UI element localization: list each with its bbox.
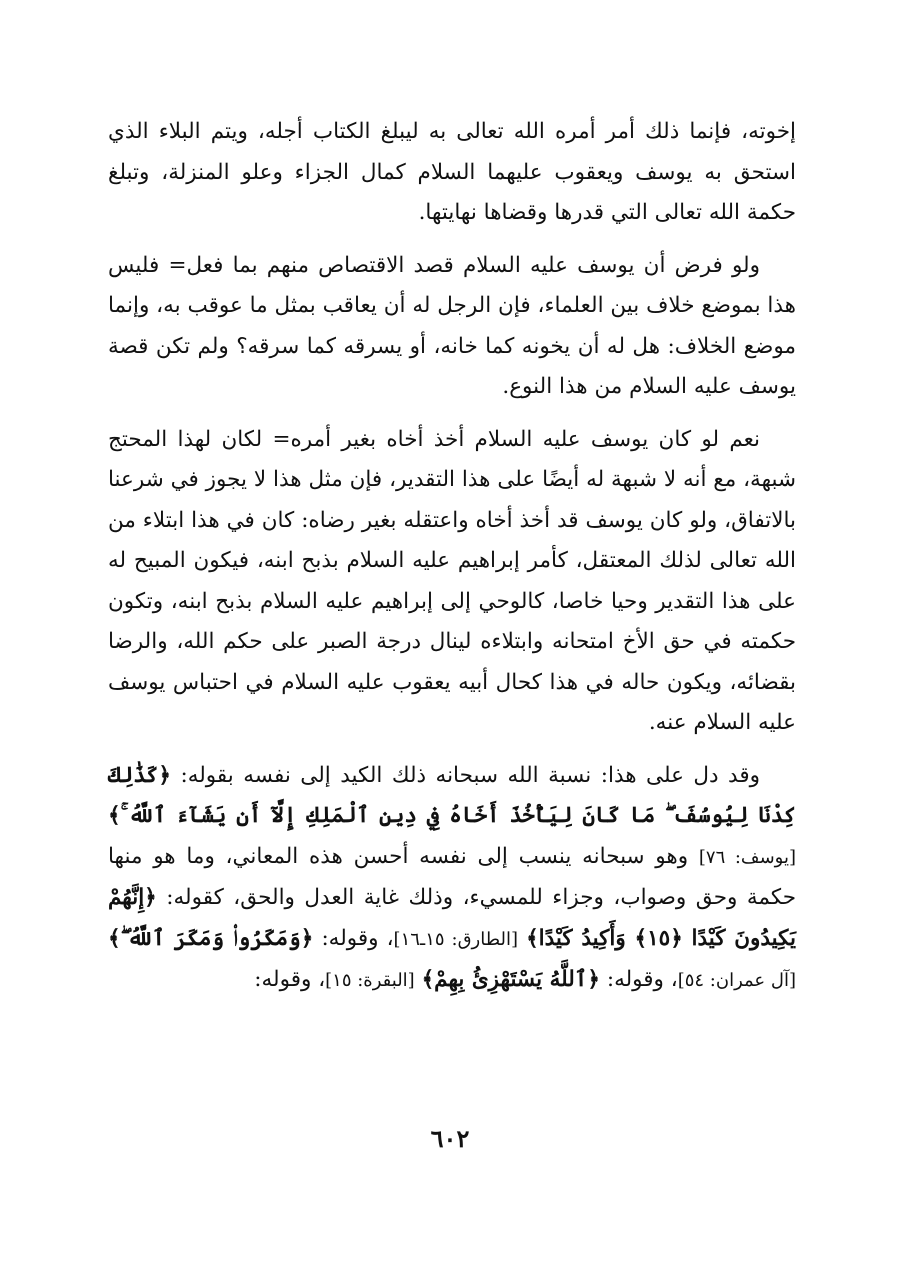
separator-text-3: ، وقوله: xyxy=(254,967,326,992)
paragraph-3: نعم لو كان يوسف عليه السلام أخذ أخاه بغير أمره= لكان لهذا المحتج شبهة، مع أنه لا شبهة له أيضًا على هذا التقدير، فإن مثل هذا لا يجوز في شرعنا بالاتفاق، ولو كان يوسف قد أخذ أخاه واعتقله بغير رضاه: كان في هذا ابتلاء من الله تعالى لذلك المعتقل، كأمر إبراهيم عليه السلام بذبح ابنه، فيكون المبيح له على هذا التقدير وحيا خاصا، كالوحي إلى إبراهيم عليه السلام بذبح ابنه، وتكون حكمته في حق الأخ امتحانه وابتلاءه لينال درجة الصبر على حكم الله، والرضا بقضائه، ويكون حاله في هذا كحال أبيه يعقوب عليه السلام في احتباس يوسف عليه السلام عنه. xyxy=(108,426,796,735)
page-body xyxy=(108,112,796,1002)
verse-reference-yusuf: [يوسف: ٧٦] xyxy=(698,846,796,868)
paragraph-4 xyxy=(108,756,796,1002)
quran-verse-al-imran-54: ﴿وَمَكَرُوا۟ وَمَكَرَ ٱللَّهُ ۖ﴾ xyxy=(108,925,314,951)
verse-reference-tariq: [الطارق: ١٥ـ١٦] xyxy=(393,928,518,950)
paragraph-4-middle: وهو سبحانه ينسب إلى نفسه أحسن هذه المعاني، وما هو منها حكمة وحق وصواب، وجزاء للمسيء، وذلك غاية العدل والحق، كقوله: xyxy=(108,843,796,910)
verse-reference-baqarah: [البقرة: ١٥] xyxy=(325,970,415,991)
quran-verse-tariq-15-16: ﴿إِنَّهُمْ يَكِيدُونَ كَيْدًا ﴿١٥﴾ وَأَكِيدُ كَيْدًا﴾ xyxy=(108,885,797,951)
paragraph-1: إخوته، فإنما ذلك أمر أمره الله تعالى به ليبلغ الكتاب أجله، ويتم البلاء الذي استحق به يوسف ويعقوب عليهما السلام كمال الجزاء وعلو المنزلة، وتبلغ حكمة الله تعالى التي قدرها وقضاها نهايتها. xyxy=(108,119,796,225)
paragraph-4-intro: وقد دل على هذا: نسبة الله سبحانه ذلك الكيد إلى نفسه بقوله: xyxy=(180,762,761,788)
quran-verse-yusuf-76: ﴿كَذَٰلِكَ كِدْنَا لِيُوسُفَ ۖ مَا كَانَ لِيَأْخُذَ أَخَاهُ فِي دِينِ ٱلْمَلِكِ إِلَّآ أَن يَشَآءَ ٱللَّهُ ۚ﴾ xyxy=(108,762,796,828)
paragraph-2: ولو فرض أن يوسف عليه السلام قصد الاقتصاص منهم بما فعل= فليس هذا بموضع خلاف بين العلماء، فإن الرجل له أن يعاقب بمثل ما عوقب به، وإنما موضع الخلاف: هل له أن يخونه كما خانه، أو يسرقه كما سرقه؟ ولم تكن قصة يوسف عليه السلام من هذا النوع. xyxy=(108,252,796,399)
verse-reference-al-imran: [آل عمران: ٥٤] xyxy=(677,970,796,991)
separator-text-2: ، وقوله: xyxy=(606,967,678,992)
page-number: ٦٠٢ xyxy=(430,1124,470,1153)
separator-text-1: ، وقوله: xyxy=(321,925,394,951)
quran-verse-baqarah-15: ﴿ٱللَّهُ يَسْتَهْزِئُ بِهِمْ﴾ xyxy=(421,967,600,992)
